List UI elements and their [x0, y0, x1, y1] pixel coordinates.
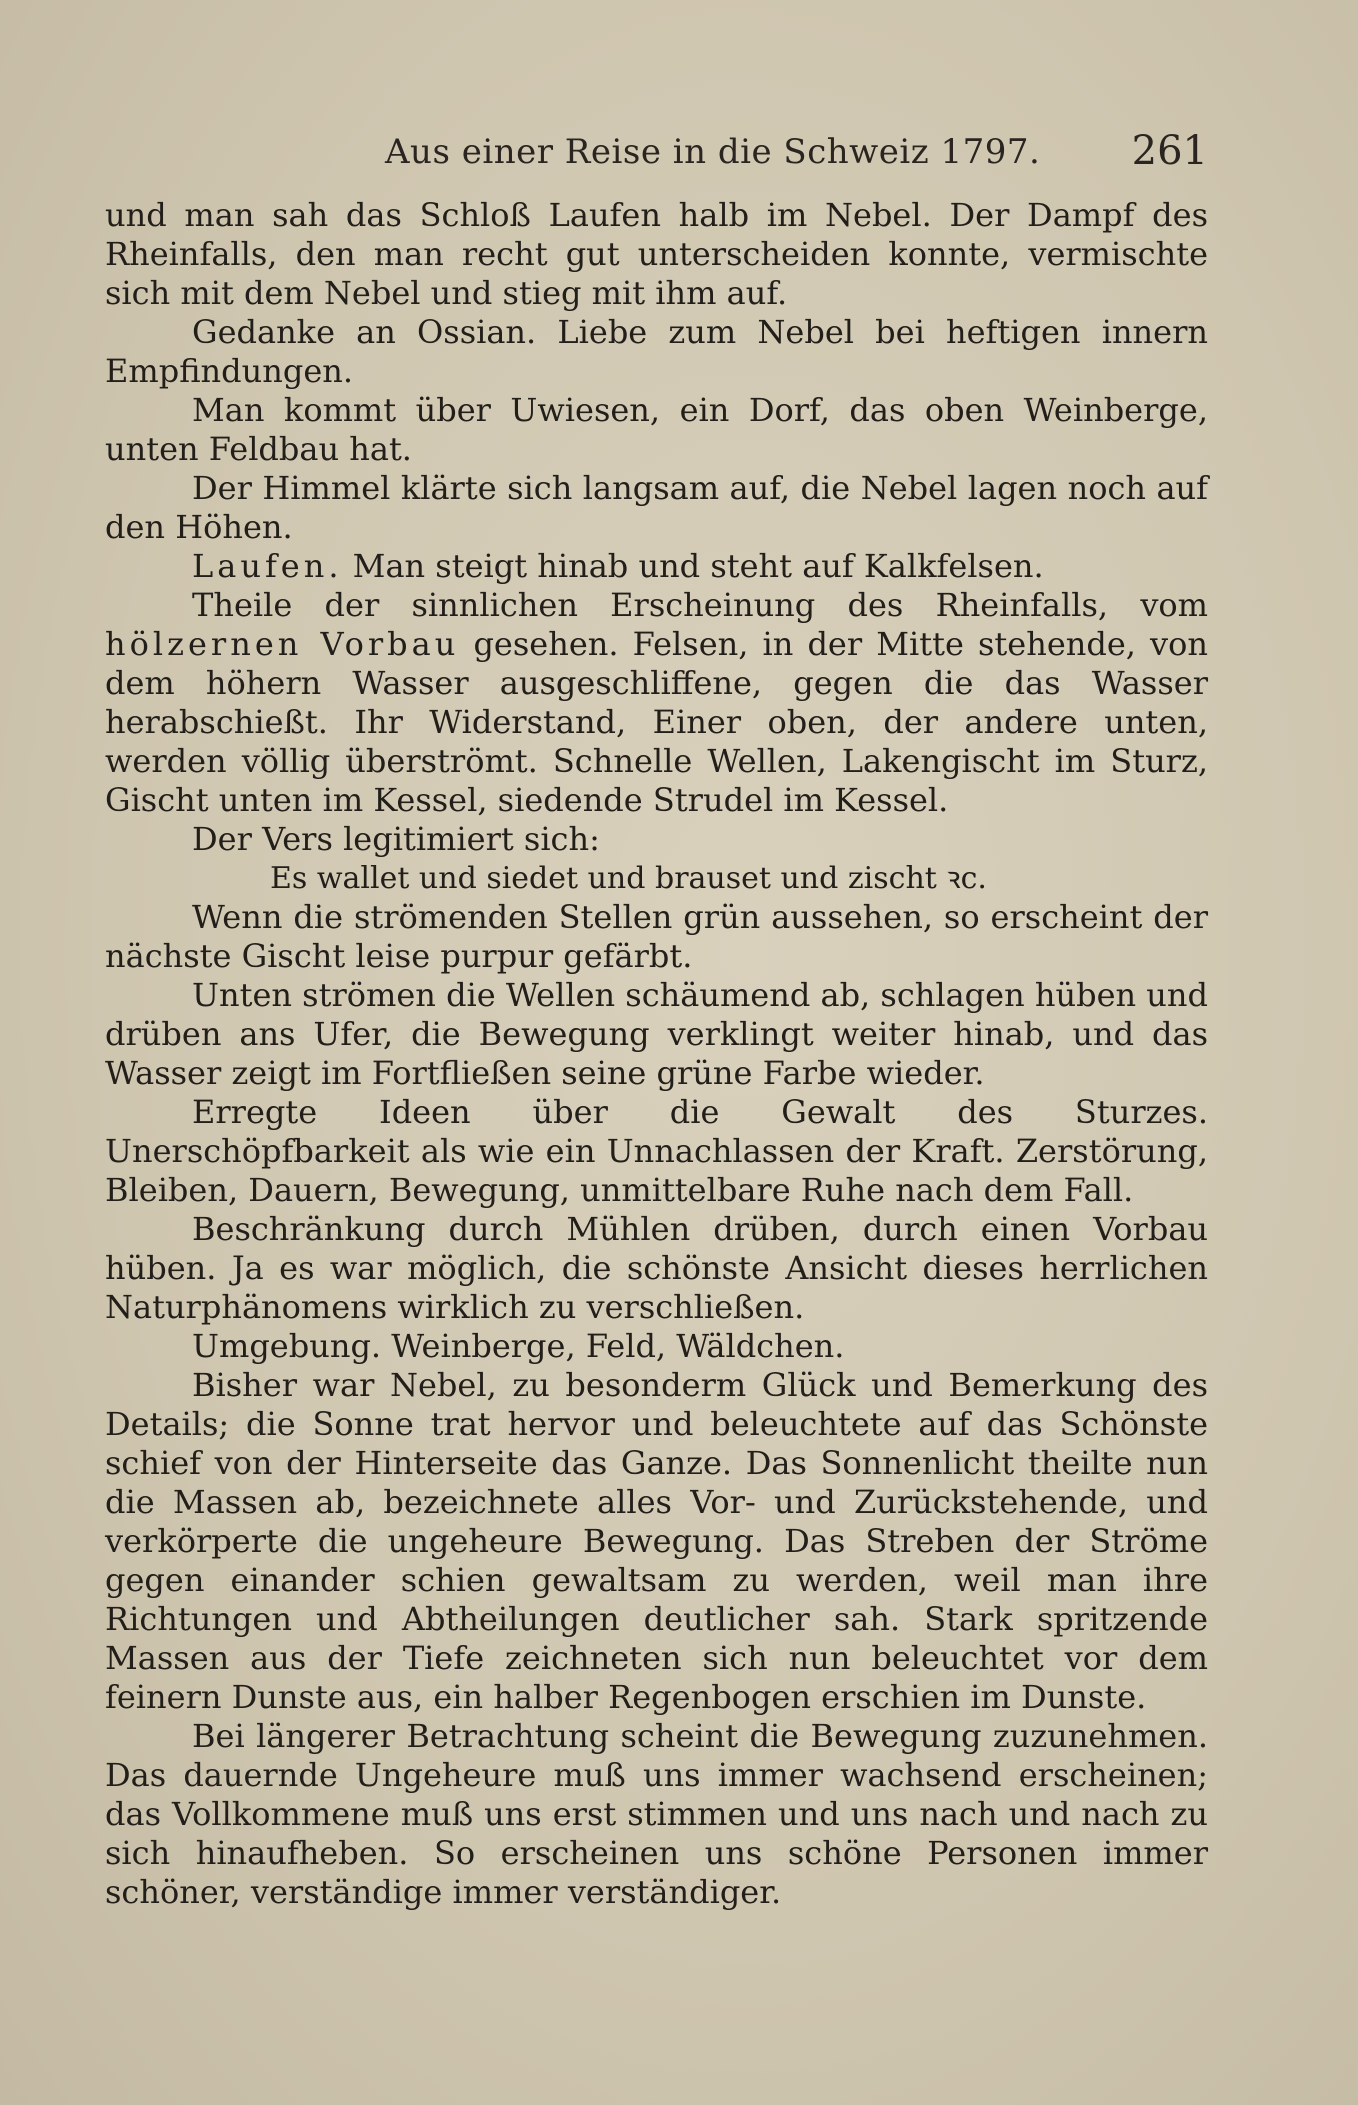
paragraph	[105, 547, 1208, 586]
paragraph: Umgebung. Weinberge, Feld, Wäldchen.	[192, 1327, 845, 1365]
paragraph: Unten strömen die Wellen schäumend ab, schlagen hüben und drüben ans Ufer, die Bewegung verklingt weiter hinab, und das Wasser zeigt im Fortfließen seine grüne Farbe wieder.	[105, 976, 1208, 1092]
paragraph: Man kommt über Uwiesen, ein Dorf, das oben Weinberge, unten Feldbau hat.	[105, 391, 1208, 468]
page-number: 261	[1131, 128, 1208, 174]
paragraph-text: Man steigt hinab und steht auf Kalkfelsen.	[342, 547, 1044, 585]
spaced-word: Laufen.	[192, 547, 343, 585]
spaced-words: hölzernen Vorbau	[105, 625, 460, 663]
paragraph-text: gesehen. Felsen, in der Mitte stehende, von dem höhern Wasser ausgeschliffene, gegen die das Wasser herabschießt. Ihr Widerstand, Einer oben, der andere unten, werden völlig überströmt. Schnelle Wellen, Lakengischt im Sturz, Gischt unten im Kessel, siedende Strudel im Kessel.	[105, 625, 1209, 819]
paragraph: Gedanke an Ossian. Liebe zum Nebel bei heftigen innern Empfindungen.	[105, 313, 1208, 390]
paragraph	[105, 586, 1208, 820]
paragraph: Bisher war Nebel, zu besonderm Glück und Bemerkung des Details; die Sonne trat hervor und beleuchtete auf das Schönste schief von der Hinterseite das Ganze. Das Sonnenlicht theilte nun die Massen ab, bezeichnete alles Vor- und Zurückstehende, und verkörperte die ungeheure Bewegung. Das Streben der Ströme gegen einander schien gewaltsam zu werden, weil man ihre Richtungen und Abtheilungen deutlicher sah. Stark spritzende Massen aus der Tiefe zeichneten sich nun beleuchtet vor dem feinern Dunste aus, ein halber Regenbogen erschien im Dunste.	[105, 1366, 1208, 1716]
page-body	[105, 196, 1208, 1912]
paragraph: Bei längerer Betrachtung scheint die Bewegung zuzunehmen. Das dauernde Ungeheure muß uns immer wachsend erscheinen; das Vollkommene muß uns erst stimmen und uns nach und nach zu sich hinaufheben. So erscheinen uns schöne Personen immer schöner, verständige immer verständiger.	[105, 1717, 1208, 1911]
paragraph: Erregte Ideen über die Gewalt des Sturzes. Unerschöpfbarkeit als wie ein Unnachlassen der Kraft. Zerstörung, Bleiben, Dauern, Bewegung, unmittelbare Ruhe nach dem Fall.	[105, 1093, 1208, 1209]
page-header	[105, 122, 1208, 182]
paragraph: Beschränkung durch Mühlen drüben, durch einen Vorbau hüben. Ja es war möglich, die schönste Ansicht dieses herrlichen Naturphänomens wirklich zu verschließen.	[105, 1210, 1208, 1326]
paragraph-text: Theile der sinnlichen Erscheinung des Rheinfalls, vom	[192, 586, 1208, 624]
verse-quote: Es wallet und siedet und brauset und zischt ꝛc.	[270, 861, 987, 896]
running-title: Aus einer Reise in die Schweiz 1797.	[385, 132, 1041, 172]
paragraph: Der Himmel klärte sich langsam auf, die Nebel lagen noch auf den Höhen.	[105, 469, 1208, 546]
paragraph: und man sah das Schloß Laufen halb im Nebel. Der Dampf des Rheinfalls, den man recht gut unterscheiden konnte, vermischte sich mit dem Nebel und stieg mit ihm auf.	[105, 196, 1208, 312]
paragraph: Wenn die strömenden Stellen grün aussehen, so erscheint der nächste Gischt leise purpur gefärbt.	[105, 898, 1208, 975]
paragraph: Der Vers legitimiert sich:	[192, 820, 600, 858]
